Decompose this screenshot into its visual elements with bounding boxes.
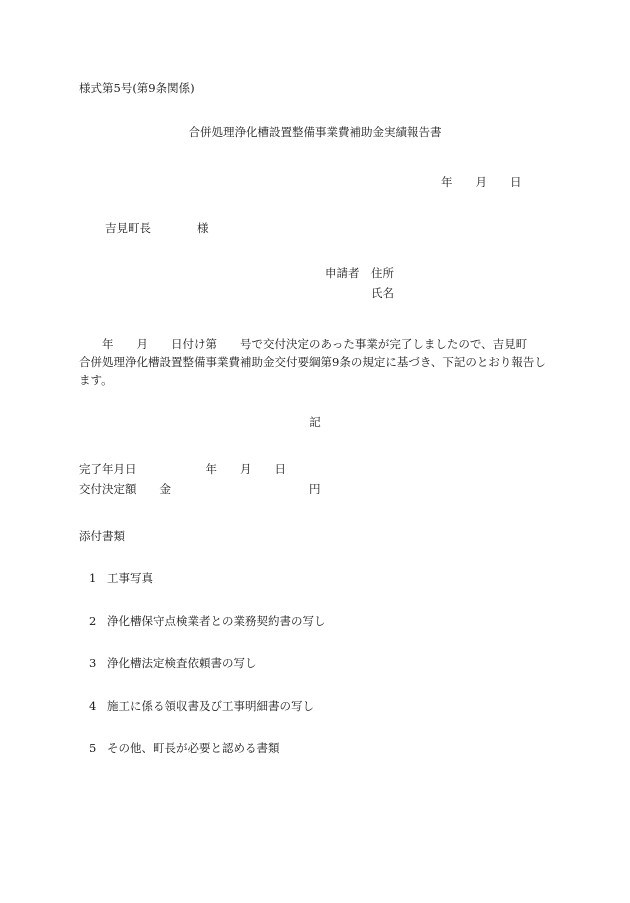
body-line: 年 月 日付け第 号で交付決定のあった事業が完了しましたので、吉見町: [79, 337, 528, 351]
item-text: 工事写真: [107, 571, 153, 585]
item-number: 3: [89, 656, 97, 670]
list-item: [89, 573, 326, 593]
applicant-name-label: 氏名: [371, 286, 394, 300]
item-text: 浄化槽法定検査依頼書の写し: [107, 656, 257, 670]
completion-date-line: 完了年月日 年 月 日: [79, 462, 286, 476]
list-item: [89, 613, 326, 636]
item-text: 浄化槽保守点検業者との業務契約書の写し: [107, 613, 326, 628]
attachments-list: [89, 550, 326, 774]
list-item: [89, 658, 326, 678]
item-number: 2: [89, 613, 97, 628]
body-paragraph: [79, 335, 549, 389]
list-item: [89, 743, 326, 763]
document-title: 合併処理浄化槽設置整備事業費補助金実績報告書: [188, 125, 442, 139]
list-item: [89, 698, 326, 721]
applicant-address-label: 申請者 住所: [325, 266, 394, 280]
item-number: 1: [89, 571, 97, 585]
grant-amount-line: 交付決定額 金 円: [79, 482, 321, 496]
body-line: 合併処理浄化槽設置整備事業費補助金交付要綱第9条の規定に基づき、下記のとおり報告し: [79, 355, 546, 369]
body-line: ます。: [79, 373, 113, 387]
date-line: 年 月 日: [441, 175, 522, 189]
form-number: 様式第5号(第9条関係): [79, 81, 195, 95]
item-text: 施工に係る領収書及び工事明細書の写し: [107, 698, 314, 713]
item-number: 5: [89, 741, 97, 755]
addressee: 吉見町長 様: [105, 221, 209, 235]
item-number: 4: [89, 698, 97, 713]
item-text: その他、町長が必要と認める書類: [107, 741, 280, 755]
attachments-title: 添付書類: [79, 529, 125, 543]
ki-heading: 記: [309, 415, 321, 429]
